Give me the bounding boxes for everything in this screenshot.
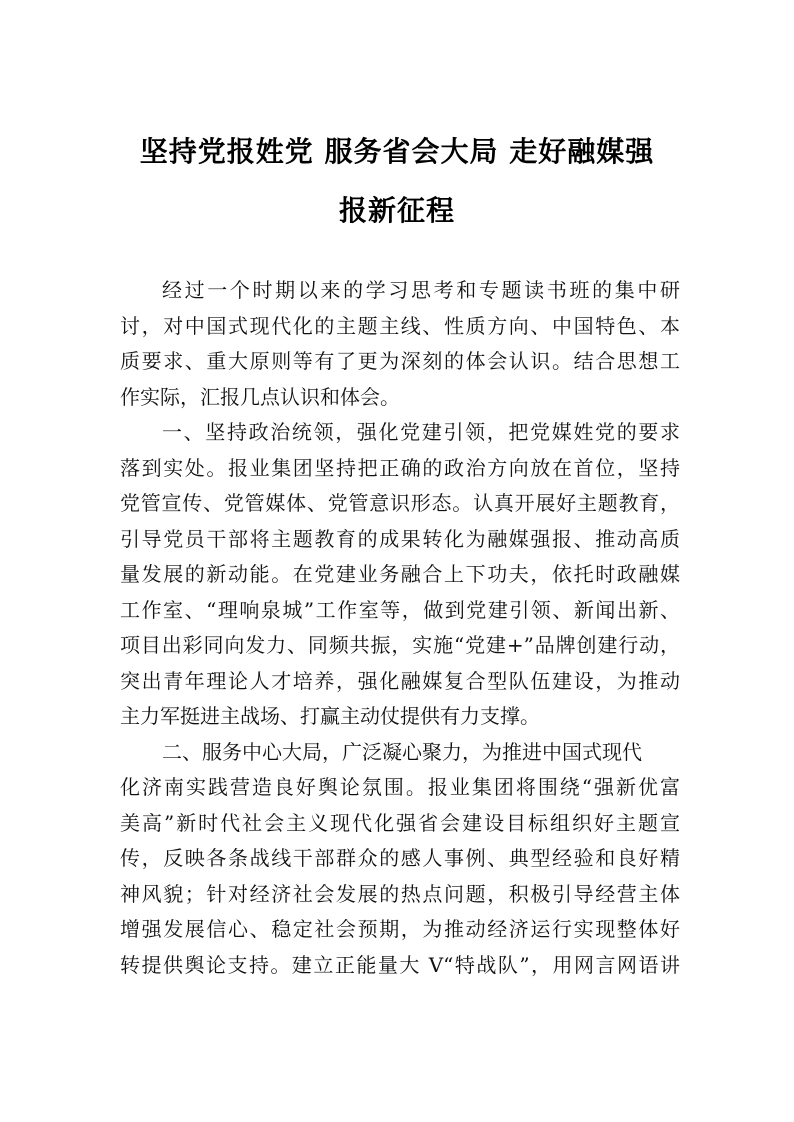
body-line: 讨，对中国式现代化的主题主线、性质方向、中国特色、本: [120, 313, 680, 338]
document-body: [120, 273, 680, 983]
body-line: 增强发展信心、稳定社会预期，为推动经济运行实现整体好: [120, 917, 680, 941]
body-line: 项目出彩同向发力、同频共振，实施“党建+”品牌创建行动，: [120, 633, 680, 657]
document-title-line-1: 坚持党报姓党 服务省会大局 走好融媒强: [139, 135, 655, 168]
body-line: 量发展的新动能。在党建业务融合上下功夫，依托时政融媒: [120, 562, 680, 586]
body-line: 神风貌；针对经济社会发展的热点问题，积极引导经营主体: [120, 881, 680, 906]
body-line: 突出青年理论人才培养，强化融媒复合型队伍建设，为推动: [120, 668, 680, 693]
body-line: 工作室、“理响泉城”工作室等，做到党建引领、新闻出新、: [120, 597, 680, 622]
body-line: 转提供舆论支持。建立正能量大 V“特战队”，用网言网语讲: [120, 952, 680, 977]
body-line: 化济南实践营造良好舆论氛围。报业集团将围绕“强新优富: [120, 775, 680, 799]
body-line: 质要求、重大原则等有了更为深刻的体会认识。结合思想工: [120, 349, 680, 373]
body-line: 二、服务中心大局，广泛凝心聚力，为推进中国式现代: [162, 739, 642, 764]
body-line: 落到实处。报业集团坚持把正确的政治方向放在首位，坚持: [120, 455, 680, 480]
body-line: 传，反映各条战线干部群众的感人事例、典型经验和良好精: [120, 846, 680, 870]
body-line: 美高”新时代社会主义现代化强省会建设目标组织好主题宣: [120, 810, 680, 835]
body-line: 主力军挺进主战场、打赢主动仗提供有力支撑。: [120, 704, 540, 728]
body-line: 作实际，汇报几点认识和体会。: [120, 384, 400, 409]
body-line: 引导党员干部将主题教育的成果转化为融媒强报、推动高质: [120, 526, 680, 551]
document-title-line-2: 报新征程: [338, 194, 455, 227]
body-line: 一、坚持政治统领，强化党建引领，把党媒姓党的要求: [162, 420, 680, 444]
body-line: 党管宣传、党管媒体、党管意识形态。认真开展好主题教育，: [120, 491, 680, 515]
body-line: 经过一个时期以来的学习思考和专题读书班的集中研: [162, 278, 680, 302]
